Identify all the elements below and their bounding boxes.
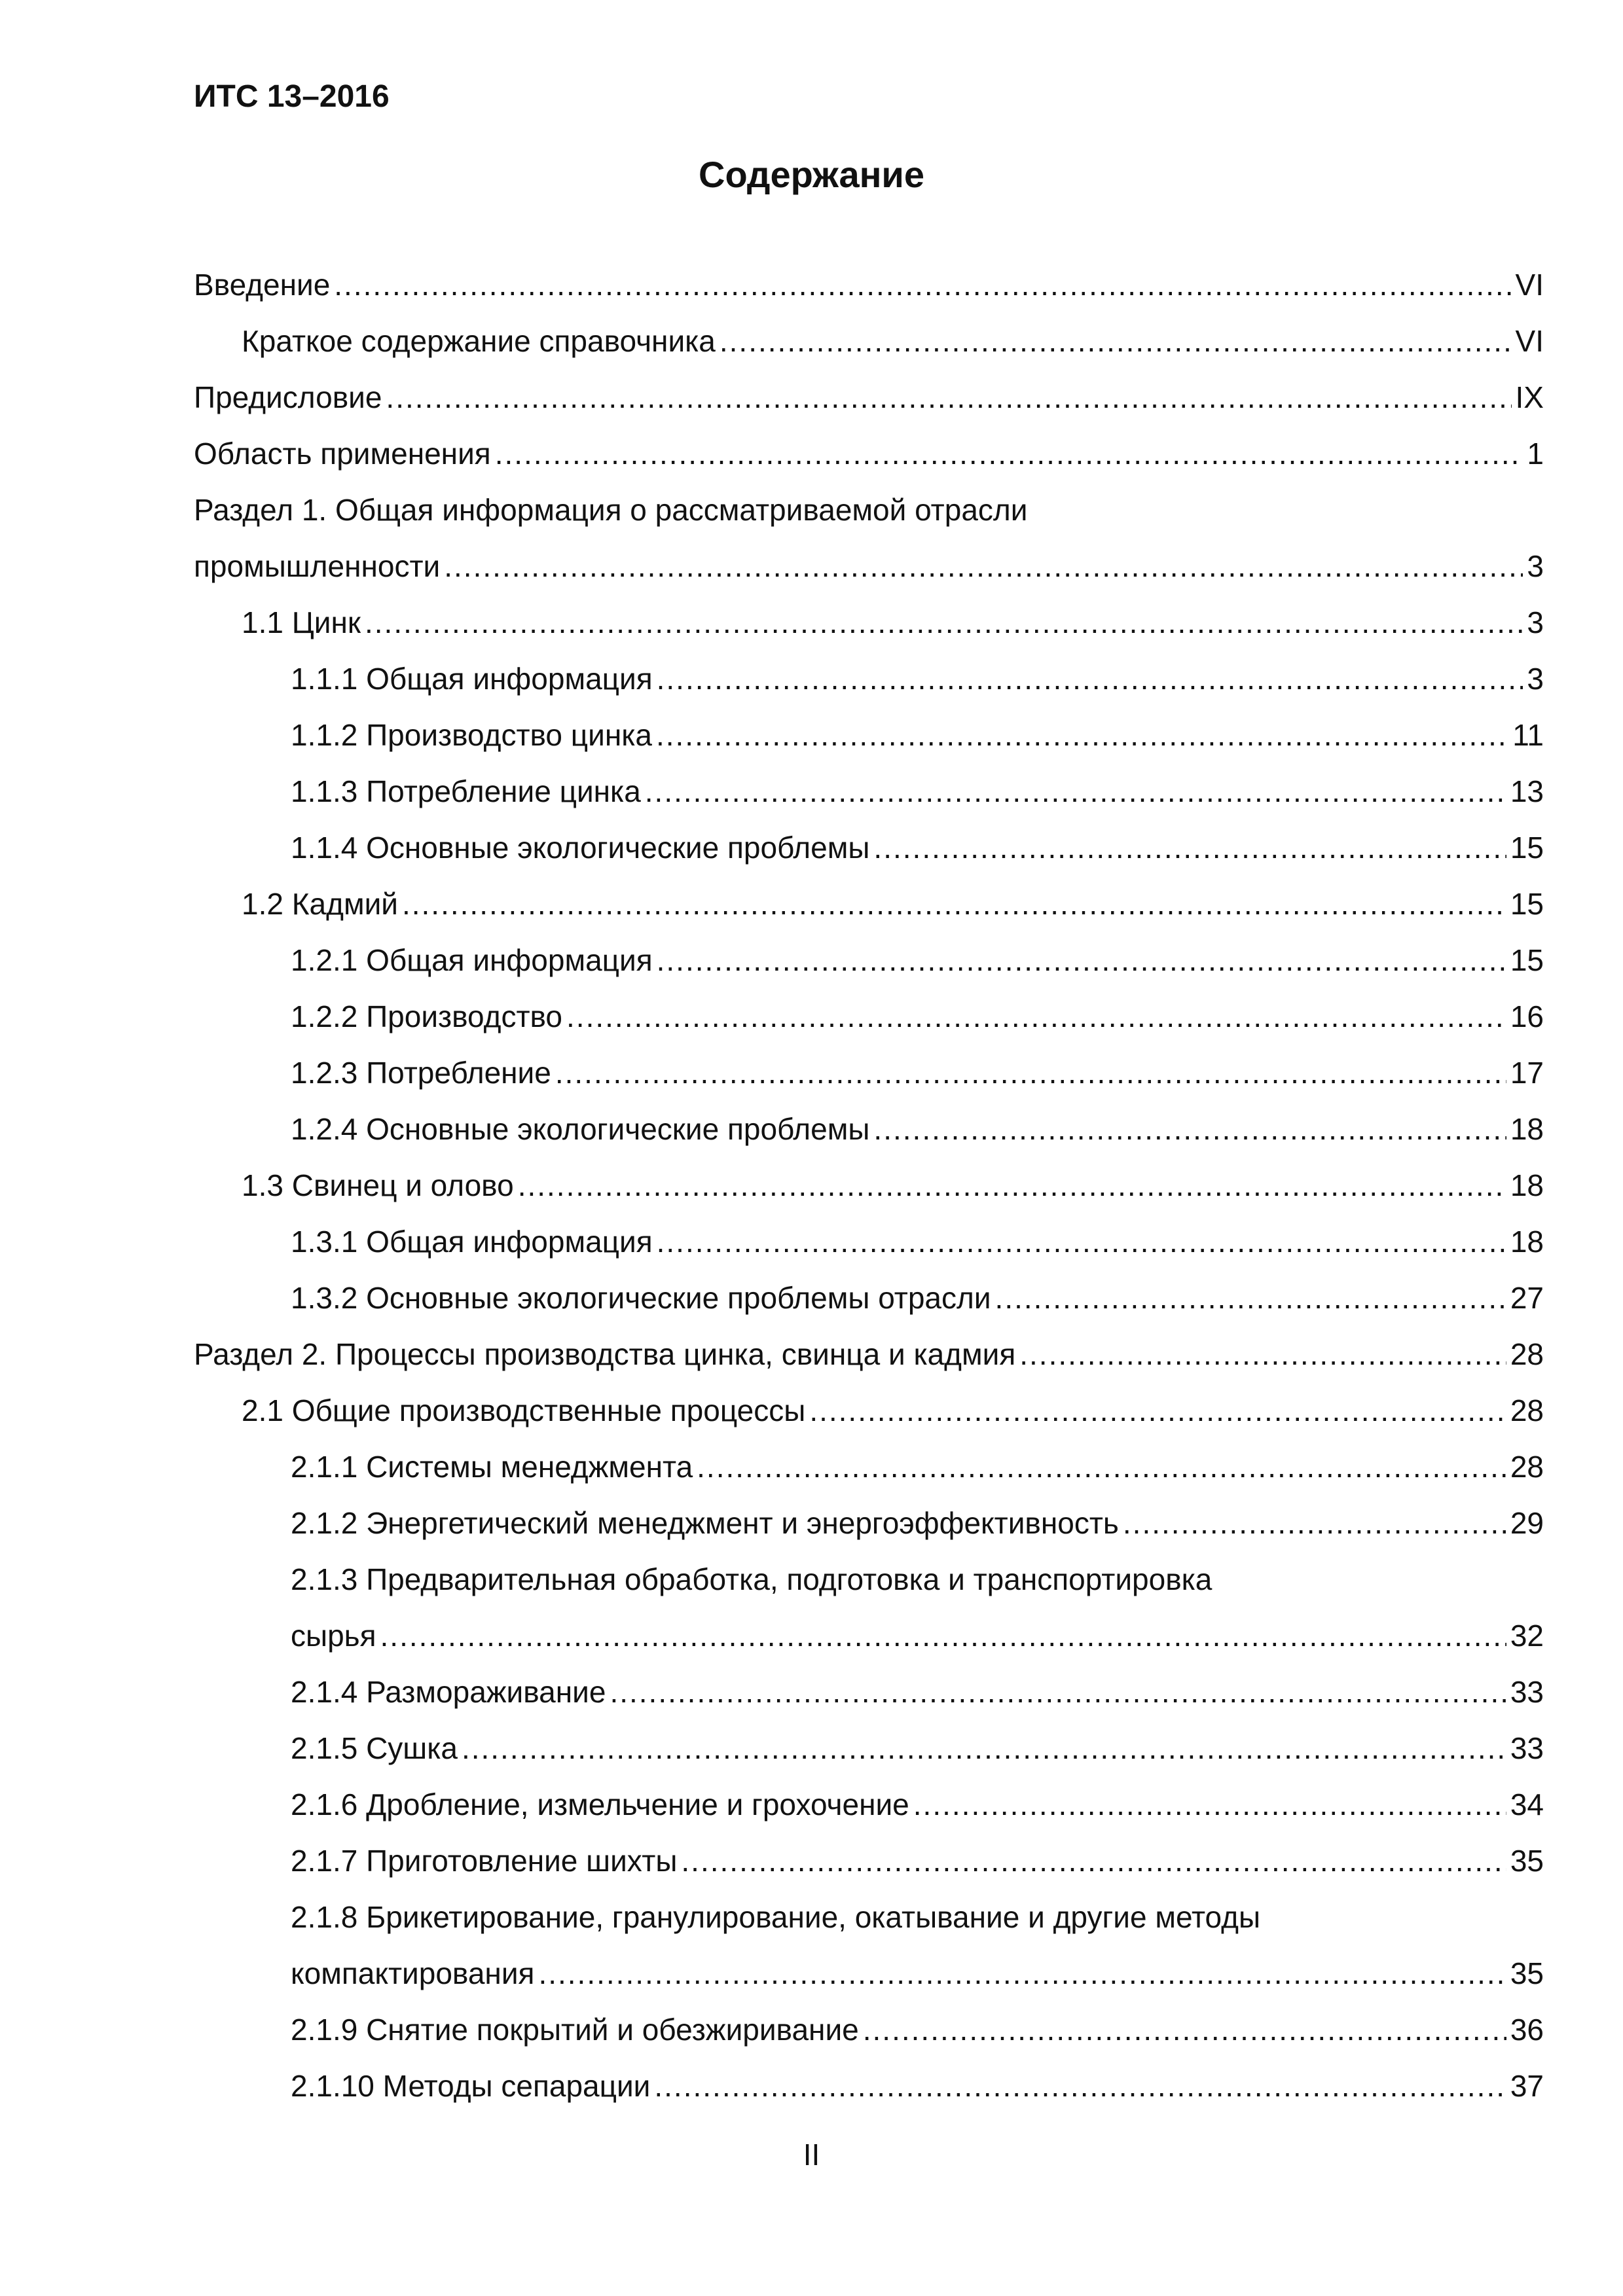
toc-entry-page: 18 xyxy=(1510,1112,1544,1146)
toc-entry-page: 37 xyxy=(1510,2069,1544,2103)
toc-entry-label: 1.1.2 Производство цинка xyxy=(291,718,652,752)
toc-entry-page: 16 xyxy=(1510,999,1544,1033)
dot-leader xyxy=(645,763,1506,819)
page-number: II xyxy=(803,2138,820,2172)
toc-entry[interactable] xyxy=(194,988,1544,1045)
toc-entry[interactable] xyxy=(194,932,1544,988)
toc-entry[interactable] xyxy=(194,819,1544,876)
toc-entry-label: 1.1.4 Основные экологические проблемы xyxy=(291,831,870,865)
toc-entry-page: 15 xyxy=(1510,831,1544,865)
toc-entry-page: 1 xyxy=(1527,437,1544,471)
dot-leader xyxy=(386,369,1511,425)
toc-entry[interactable] xyxy=(194,594,1544,651)
toc-entry-label: сырья xyxy=(291,1619,376,1653)
toc-entry-page: 11 xyxy=(1512,718,1544,752)
toc-entry-page: 35 xyxy=(1510,1844,1544,1878)
toc-entry[interactable] xyxy=(194,1720,1544,1776)
toc-entry-label: 1.2.1 Общая информация xyxy=(291,943,653,977)
toc-entry[interactable] xyxy=(194,538,1544,594)
toc-entry-page: 3 xyxy=(1527,549,1544,583)
dot-leader xyxy=(365,594,1523,651)
toc-entry-page: VI xyxy=(1515,268,1544,302)
dot-leader xyxy=(657,932,1506,988)
toc-entry[interactable] xyxy=(194,707,1544,763)
toc-entry[interactable] xyxy=(194,1045,1544,1101)
toc-entry-label: 1.1 Цинк xyxy=(242,605,361,639)
dot-leader xyxy=(444,538,1523,594)
dot-leader xyxy=(863,2001,1506,2058)
toc-entry[interactable] xyxy=(194,369,1544,425)
toc-entry-label: 1.3.2 Основные экологические проблемы отрасли xyxy=(291,1281,991,1315)
toc-entry[interactable] xyxy=(194,1495,1544,1551)
toc-entry-label: Краткое содержание справочника xyxy=(242,324,716,358)
toc-entry[interactable] xyxy=(194,1607,1544,1664)
toc-entry[interactable] xyxy=(194,1382,1544,1439)
toc-entry-label: Введение xyxy=(194,268,331,302)
dot-leader xyxy=(518,1157,1506,1213)
toc-entry-label: 2.1.9 Снятие покрытий и обезжиривание xyxy=(291,2013,859,2047)
toc-entry-page: 15 xyxy=(1510,887,1544,921)
toc-entry[interactable] xyxy=(194,763,1544,819)
toc-entry-label: 2.1.7 Приготовление шихты xyxy=(291,1844,678,1878)
toc-entry-label: 2.1.2 Энергетический менеджмент и энергоэффективность xyxy=(291,1506,1119,1540)
toc-entry[interactable] xyxy=(194,1945,1544,2001)
toc-entry-label: 1.1.3 Потребление цинка xyxy=(291,774,641,808)
dot-leader xyxy=(873,819,1506,876)
dot-leader xyxy=(334,257,1511,313)
toc-entry-page: 33 xyxy=(1510,1731,1544,1765)
dot-leader xyxy=(495,425,1523,482)
toc-entry[interactable] xyxy=(194,1833,1544,1889)
toc-entry-page: 34 xyxy=(1510,1787,1544,1821)
toc-entry[interactable] xyxy=(194,1664,1544,1720)
toc-entry-page: 28 xyxy=(1510,1450,1544,1484)
dot-leader xyxy=(402,876,1506,932)
toc-entry-page: 3 xyxy=(1527,662,1544,696)
toc-entry-label: Область применения xyxy=(194,437,491,471)
toc-entry-label: 2.1 Общие производственные процессы xyxy=(242,1393,806,1427)
toc-entry-label: 1.2.2 Производство xyxy=(291,999,563,1033)
dot-leader xyxy=(538,1945,1506,2001)
toc-entry[interactable] xyxy=(194,1439,1544,1495)
toc-entry-label: 1.2.4 Основные экологические проблемы xyxy=(291,1112,870,1146)
toc-entry-page: VI xyxy=(1515,324,1544,358)
toc-entry[interactable] xyxy=(194,1270,1544,1326)
toc-entry-page: 18 xyxy=(1510,1168,1544,1202)
dot-leader xyxy=(610,1664,1506,1720)
toc-entry-label: 1.2.3 Потребление xyxy=(291,1056,551,1090)
toc-title: Содержание xyxy=(699,154,924,195)
dot-leader xyxy=(657,1213,1506,1270)
toc-entry-label: Раздел 2. Процессы производства цинка, свинца и кадмия xyxy=(194,1337,1016,1371)
toc-entry-page: 33 xyxy=(1510,1675,1544,1709)
dot-leader xyxy=(995,1270,1506,1326)
toc-entry[interactable] xyxy=(194,1213,1544,1270)
toc-entry-page: 18 xyxy=(1510,1225,1544,1259)
toc-entry-page: IX xyxy=(1515,380,1544,414)
toc-entry-label-line1[interactable]: 2.1.8 Брикетирование, гранулирование, окатывание и другие методы xyxy=(291,1900,1261,1934)
dot-leader xyxy=(697,1439,1506,1495)
toc-entry-label: 1.1.1 Общая информация xyxy=(291,662,653,696)
dot-leader xyxy=(657,651,1523,707)
toc-entry-label: 2.1.5 Сушка xyxy=(291,1731,458,1765)
dot-leader xyxy=(462,1720,1506,1776)
toc-entry-label: компактирования xyxy=(291,1956,535,1990)
dot-leader xyxy=(1123,1495,1506,1551)
toc-entry-page: 3 xyxy=(1527,605,1544,639)
toc-entry-label: промышленности xyxy=(194,549,441,583)
dot-leader xyxy=(656,707,1508,763)
toc-entry-page: 32 xyxy=(1510,1619,1544,1653)
toc-entry[interactable] xyxy=(194,1326,1544,1382)
toc-entry[interactable] xyxy=(194,425,1544,482)
toc-entry-label: 2.1.4 Размораживание xyxy=(291,1675,606,1709)
dot-leader xyxy=(809,1382,1506,1439)
toc-entry-page: 35 xyxy=(1510,1956,1544,1990)
dot-leader xyxy=(380,1607,1506,1664)
toc-entry-label: 2.1.1 Системы менеджмента xyxy=(291,1450,693,1484)
dot-leader xyxy=(555,1045,1506,1101)
toc-entry[interactable] xyxy=(194,257,1544,313)
dot-leader xyxy=(681,1833,1506,1889)
toc-entry[interactable] xyxy=(194,1157,1544,1213)
toc-entry-label-line1[interactable]: 2.1.3 Предварительная обработка, подготовка и транспортировка xyxy=(291,1562,1213,1596)
toc-entry-label: 2.1.10 Методы сепарации xyxy=(291,2069,651,2103)
document-code: ИТС 13–2016 xyxy=(194,79,390,114)
toc-entry-page: 28 xyxy=(1510,1337,1544,1371)
toc-entry[interactable] xyxy=(194,1776,1544,1833)
toc-entry-label: 2.1.6 Дробление, измельчение и грохочение xyxy=(291,1787,909,1821)
toc-entry-label: 1.3.1 Общая информация xyxy=(291,1225,653,1259)
toc-entry[interactable] xyxy=(194,651,1544,707)
dot-leader xyxy=(1019,1326,1506,1382)
toc-entry-label: Предисловие xyxy=(194,380,382,414)
toc-entry-page: 13 xyxy=(1510,774,1544,808)
toc-entry[interactable] xyxy=(194,2058,1544,2114)
toc-entry[interactable] xyxy=(194,313,1544,369)
toc-entry[interactable] xyxy=(194,876,1544,932)
toc-entry-label: 1.3 Свинец и олово xyxy=(242,1168,514,1202)
table-of-contents xyxy=(194,257,1544,2114)
dot-leader xyxy=(720,313,1512,369)
dot-leader xyxy=(654,2058,1506,2114)
toc-entry-page: 17 xyxy=(1510,1056,1544,1090)
toc-entry-page: 27 xyxy=(1510,1281,1544,1315)
dot-leader xyxy=(913,1776,1506,1833)
dot-leader xyxy=(566,988,1506,1045)
toc-entry[interactable] xyxy=(194,1101,1544,1157)
toc-entry-label: 1.2 Кадмий xyxy=(242,887,398,921)
dot-leader xyxy=(873,1101,1506,1157)
toc-entry-page: 15 xyxy=(1510,943,1544,977)
toc-entry-label-line1[interactable]: Раздел 1. Общая информация о рассматриваемой отрасли xyxy=(194,493,1028,527)
toc-entry-page: 29 xyxy=(1510,1506,1544,1540)
toc-entry-page: 36 xyxy=(1510,2013,1544,2047)
toc-entry[interactable] xyxy=(194,2001,1544,2058)
toc-entry-page: 28 xyxy=(1510,1393,1544,1427)
